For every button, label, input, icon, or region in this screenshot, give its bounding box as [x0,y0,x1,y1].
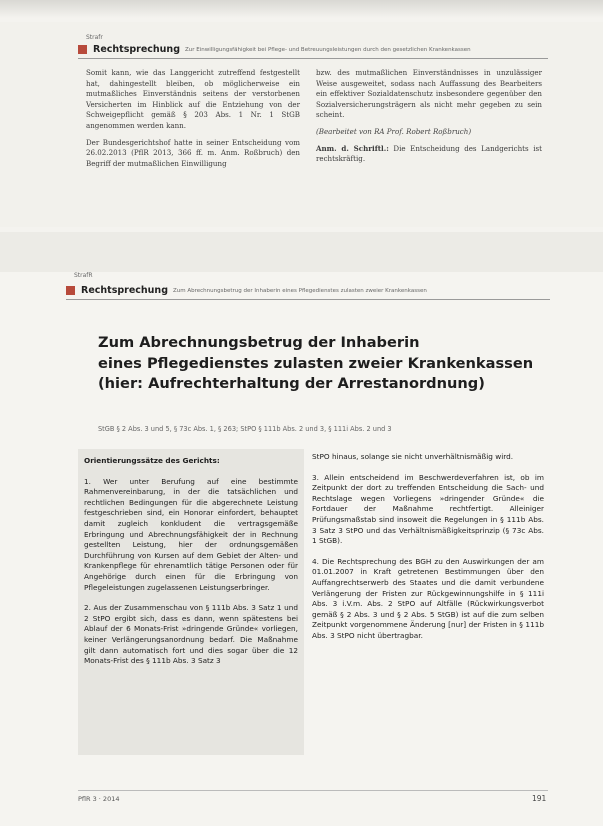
guiding-principles-heading: Orientierungssätze des Gerichts: [84,456,220,465]
section-rubric: Strafr [86,34,103,41]
principle-paragraph: StPO hinaus, solange sie nicht unverhältnismäßig wird. [312,452,514,461]
author-credit: (Bearbeitet von RA Prof. Robert Roßbruch) [316,126,472,136]
title-line: (hier: Aufrechterhaltung der Arrestanordnung) [98,375,485,392]
principle-paragraph: 4. Die Rechtsprechung des BGH zu den Auswirkungen der am 01.01.2007 in Kraft getretenen Bestimmungen über den Auffangrechtserwerb des Staates und die damit verbundene Verlängerung der Fristen zur Rückgewinnungshilfe in § 111i Abs. 3 i.V.m. Abs. 2 StPO auf Altfälle (Rückwirkungsverbot gemäß § 2 Abs. 3 und § 2 Abs. 5 StGB) ist auf die zum selben Zeitpunkt vorgenommene Änderung [nur] der Fristen in § 111b Abs. 3 StPO nicht übertragbar. [312,556,544,640]
header-subtitle: Zum Abrechnungsbetrug der Inhaberin eines Pflegedienstes zulasten zweier Krankenkassen [173,287,427,294]
header-square-icon [66,286,75,295]
page-separator-band [0,232,603,272]
header-rule [66,299,550,300]
annotation-text: Die Entscheidung des Landgerichts ist rechtskräftig. [316,143,542,164]
principle-paragraph: 2. Aus der Zusammenschau von § 111b Abs. 3 Satz 1 und 2 StPO ergibt sich, dass es dann, wenn spätestens bei Ablauf der 6 Monats-Frist »dringende Gründe« vorliegen, keiner Verlängerungsanordnung bedarf. Die Maßnahme gilt dann automatisch fort und dies sogar über die 12 Monats-Frist des § 111b Abs. 3 Satz 3 [84,603,298,666]
principle-paragraph: 1. Wer unter Berufung auf eine bestimmte Rahmenvereinbarung, in der die tatsächlichen und rechtlichen Bedingungen für die abgerechnete Leistung festgeschrieben sind, ein Honorar einfordert, behauptet damit zugleich konkludent die vertragsgemäße Erbringung und Abrechnungsfähigkeit der in Rechnung gestellten Leistung, hier der ordnungsgemäßen Durchführung von Kursen auf dem Gebiet der Alten- und Krankenpflege für ehrenamtlich tätige Personen oder für Angehörige durch einen für die Erbringung von Pflegeleistungen zugelassenen Leistungserbringer. [84,476,298,592]
paragraph: Der Bundesgerichtshof hatte in seiner Entscheidung vom 26.02.2013 (PflR 2013, 366 ff. m. Anm. Roßbruch) den Begriff der mutmaßlichen Einwilligung [86,137,300,168]
guiding-principles-right-column [312,452,544,652]
header-square-icon [78,45,87,54]
header-title: Rechtsprechung [81,285,168,296]
journal-issue: PflR 3 · 2014 [78,795,120,803]
legal-references: StGB § 2 Abs. 3 und 5, § 73c Abs. 1, § 263; StPO § 111b Abs. 2 und 3, § 111i Abs. 2 und 3 [98,425,392,433]
header-title: Rechtsprechung [93,44,180,55]
title-line: Zum Abrechnungsbetrug der Inhaberin [98,334,420,351]
annotation-lead: Anm. d. Schriftl.: [316,143,389,153]
guiding-principles-column [84,456,298,677]
page-number: 191 [532,794,547,803]
principle-paragraph: 3. Allein entscheidend im Beschwerdeverfahren ist, ob im Zeitpunkt der dort zu treffenden Entscheidung die Sach- und Rechtslage wegen Vorliegens »dringender Gründe« die Fortdauer der Maßnahme rechtfertigt. Alleiniger Prüfungsmaßstab sind insoweit die Regelungen in § 111b Abs. 3 Satz 3 StPO und das Verhältnismäßigkeitsprinzip (§ 73c Abs. 1 StGB). [312,472,544,546]
paragraph: Somit kann, wie das Langgericht zutreffend festgestellt hat, dahingestellt bleiben, ob möglicherweise ein mutmaßliches Einverständnis seitens der verstorbenen Versicherten im Hinblick auf die Entziehung von der Schweigepflicht gemäß § 203 Abs. 1 Nr. 1 StGB angenommen werden kann. [86,68,300,130]
previous-article-right-column [316,68,542,171]
header-rule [78,58,548,59]
header-subtitle: Zur Einwilligungsfähigkeit bei Pflege- und Betreuungsleistungen durch den gesetzlichen Krankenkassen [185,46,471,53]
article-title [98,333,534,395]
previous-article-left-column [86,68,300,175]
paragraph: bzw. des mutmaßlichen Einverständnisses in unzulässiger Weise ausgeweitet, sodass nach Auffassung des Bearbeiters ein effektiver Sozialdatenschutz insbesondere gegenüber den Sozialversicherungsträgern als nicht mehr gegeben zu sein scheint. [316,68,542,120]
title-line: eines Pflegedienstes zulasten zweier Krankenkassen [98,354,534,372]
scan-edge-shadow [0,0,603,18]
section-header [78,44,471,55]
annotation [316,144,542,165]
section-header [66,285,427,296]
section-rubric: StrafR [74,272,93,279]
footer-rule [78,790,548,791]
previous-article-panel [0,22,603,227]
